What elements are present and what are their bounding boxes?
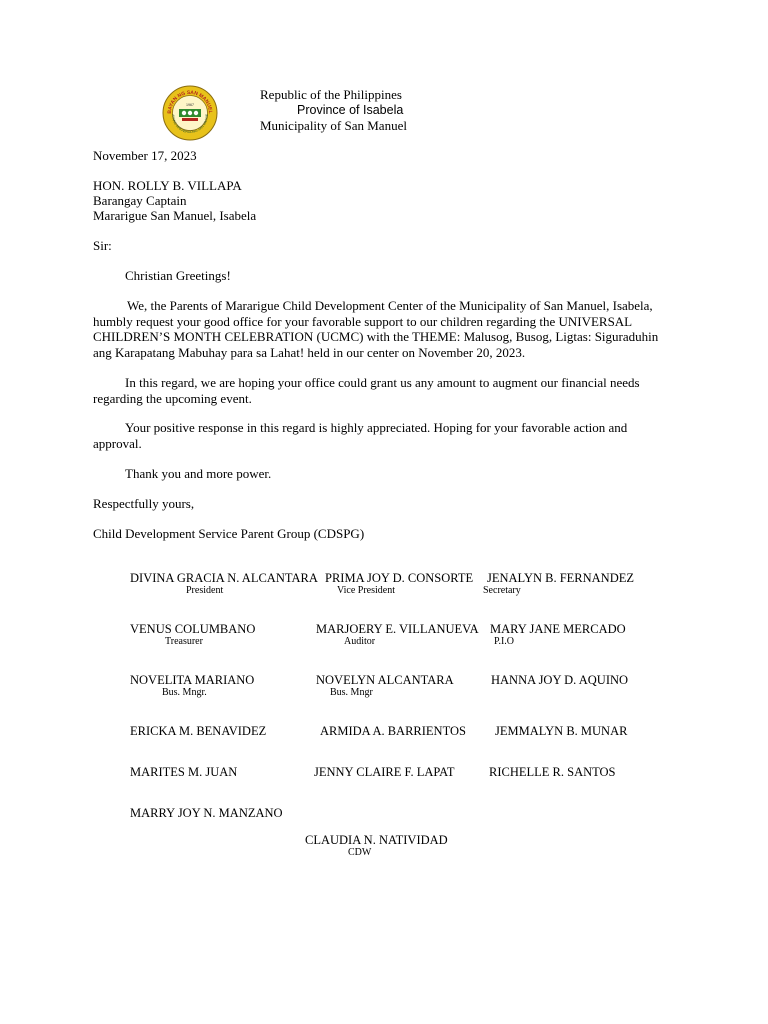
signatory-name: MARY JANE MERCADO	[490, 622, 626, 636]
body-paragraph-1: We, the Parents of Mararigue Child Development Center of the Municipality of San Manuel, Isabela, humbly request your good office for your favorable support to our children regarding the UNIVERSAL CHILDREN’S MONTH CELEBRATION (UCMC) with the THEME: Malusog, Busog, Ligtas: Siguraduhin ang Karapatang Mabuhay para sa Lahat! held in our center on November 20, 2023.	[93, 298, 659, 360]
signatory-name: JEMMALYN B. MUNAR	[495, 724, 628, 738]
signatory-name: MARITES M. JUAN	[130, 765, 238, 779]
header-municipality: Municipality of San Manuel	[260, 118, 407, 133]
signatory-name: ERICKA M. BENAVIDEZ	[130, 724, 267, 738]
signatory-name: NOVELITA MARIANO	[130, 673, 255, 687]
signatory-role: President	[186, 585, 224, 596]
signatory-name: ARMIDA A. BARRIENTOS	[320, 724, 466, 738]
signatory-role: Bus. Mngr.	[162, 687, 207, 698]
group-name: Child Development Service Parent Group (CDSPG)	[93, 526, 365, 541]
body-paragraph-2: In this regard, we are hoping your office could grant us any amount to augment our financial needs regarding the upcoming event.	[93, 375, 640, 406]
cdw-role: CDW	[348, 847, 372, 858]
signatory-role: Vice President	[337, 585, 395, 596]
municipal-seal-logo	[162, 85, 218, 141]
signatory-name: JENALYN B. FERNANDEZ	[487, 571, 635, 585]
signatory-role: Treasurer	[165, 636, 203, 647]
body-paragraph-3: Your positive response in this regard is highly appreciated. Hoping for your favorable action and approval.	[93, 420, 628, 451]
signatory-name: DIVINA GRACIA N. ALCANTARA	[130, 571, 318, 585]
greeting: Christian Greetings!	[125, 268, 231, 283]
cdw-name: CLAUDIA N. NATIVIDAD	[305, 833, 448, 847]
signatory-role: Secretary	[483, 585, 521, 596]
signatory-role: Bus. Mngr	[330, 687, 373, 698]
recipient-title: Barangay Captain	[93, 193, 187, 208]
signatory-name: HANNA JOY D. AQUINO	[491, 673, 629, 687]
signatory-name: MARRY JOY N. MANZANO	[130, 806, 283, 820]
signatory-name: RICHELLE R. SANTOS	[489, 765, 616, 779]
seal-bottom-text: AYANG MAKABAGONG SAN MANUE	[170, 113, 210, 135]
seal-year: 1967	[186, 103, 194, 107]
signatory-name: NOVELYN ALCANTARA	[316, 673, 454, 687]
recipient-address: Mararigue San Manuel, Isabela	[93, 208, 257, 223]
body-paragraph-4: Thank you and more power.	[125, 466, 272, 481]
signatory-name: VENUS COLUMBANO	[130, 622, 256, 636]
signatory-name: MARJOERY E. VILLANUEVA	[316, 622, 479, 636]
signatory-name: PRIMA JOY D. CONSORTE	[325, 571, 474, 585]
header-province: Province of Isabela	[297, 103, 404, 117]
header-country: Republic of the Philippines	[260, 87, 402, 102]
signatory-role: P.I.O	[494, 636, 515, 647]
signatory-name: JENNY CLAIRE F. LAPAT	[314, 765, 455, 779]
seal-top-text: BAYAN NG SAN MANUEL	[166, 89, 214, 114]
salutation: Sir:	[93, 238, 112, 253]
letter-date: November 17, 2023	[93, 148, 197, 163]
recipient-name: HON. ROLLY B. VILLAPA	[93, 178, 242, 193]
closing: Respectfully yours,	[93, 496, 195, 511]
signatory-role: Auditor	[344, 636, 376, 647]
